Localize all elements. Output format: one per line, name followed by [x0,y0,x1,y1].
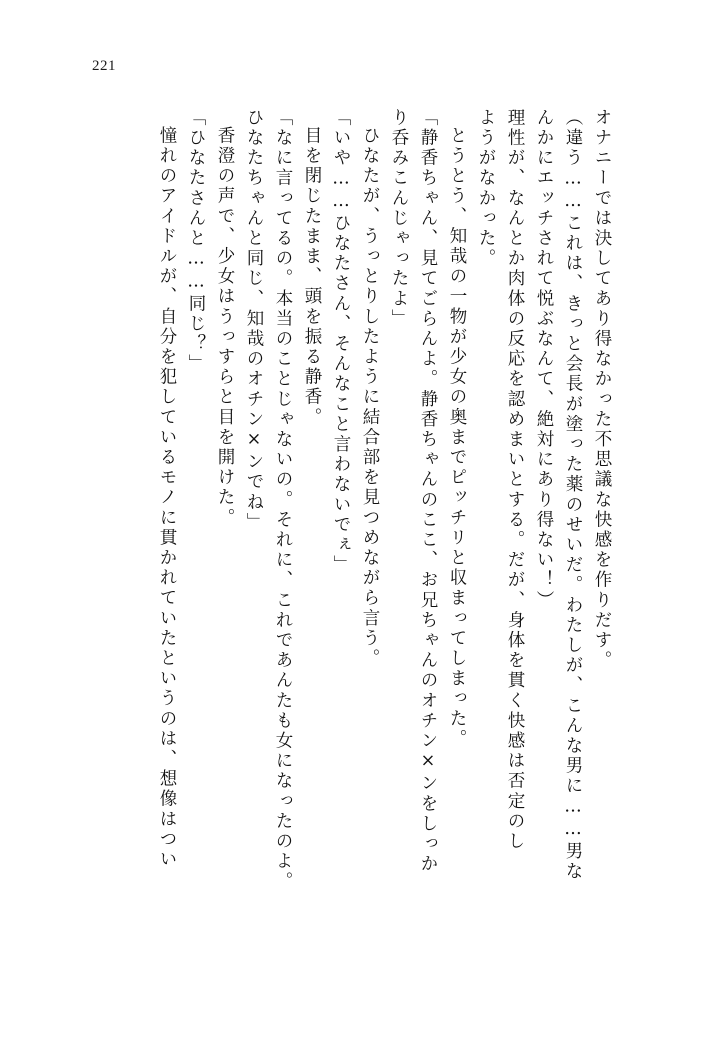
vertical-text-body [48,108,610,988]
text-line: 憧れのアイドルが、自分を犯しているモノに貫かれていたというのは、想像はつい [157,126,177,870]
text-line: り呑みこんじゃったよ」 [389,108,409,330]
text-line: ひなたが、うっとりしたように結合部を見つめながら言う。 [360,126,380,669]
text-line: ひなたちゃんと同じ、知哉のオチン×ンでね」 [244,108,264,533]
text-line: 「静香ちゃん、見てごらんよ。静香ちゃんのここ、お兄ちゃんのオチン×ンをしっか [418,108,438,875]
text-line: とうとう、知哉の一物が少女の奥までピッチリと収まってしまった。 [447,126,467,750]
text-line: 「なに言ってるの。本当のことじゃないの。それに、これであんたも女になったのよ。 [273,108,293,892]
text-line: 「いや……ひなたさん、そんなこと言わないでぇ」 [331,108,351,576]
text-line: ようがなかった。 [476,108,496,269]
text-line: 目を閉じたまま、頭を振る静香。 [302,126,322,428]
text-line: んかにエッチされて悦ぶなんて、絶対にあり得ない！） [534,108,554,611]
text-line: （違う……これは、きっと会長が塗った薬のせいだ。わたしが、こんな男に……男な [563,108,583,882]
text-line: 香澄の声で、少女はうっすらと目を開けた。 [215,126,235,528]
text-line: オナニーでは決してあり得なかった不思議な快感を作りだす。 [592,108,612,671]
text-line: 「ひなたさんと……同じ？」 [186,108,206,375]
page-number: 221 [92,58,116,74]
text-line: 理性が、なんとか肉体の反応を認めまいとする。だが、身体を貫く快感は否定のし [505,108,525,852]
